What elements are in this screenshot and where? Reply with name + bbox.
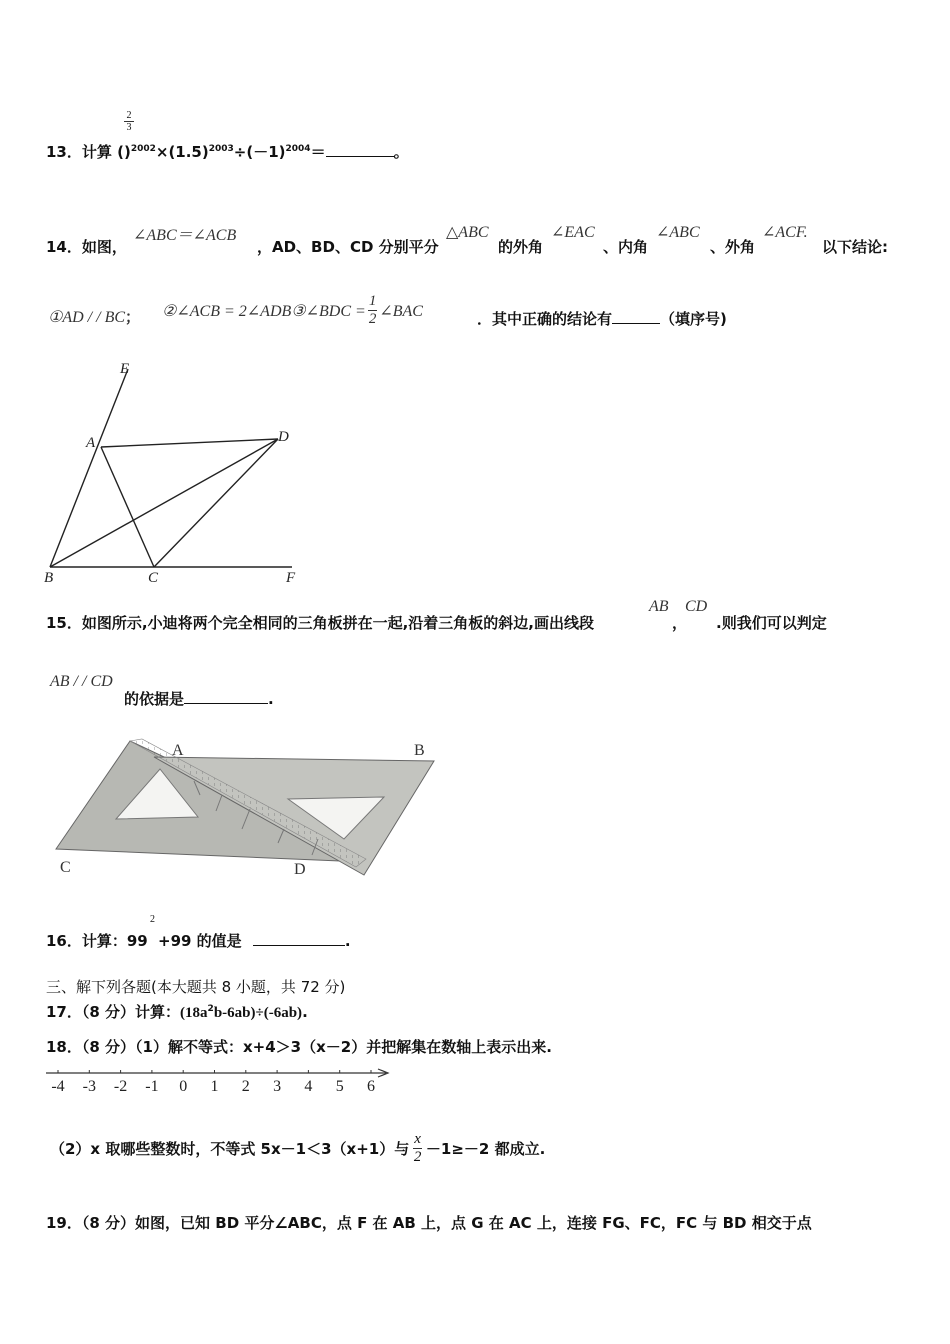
- q16-exp: 2: [150, 914, 155, 925]
- q18-line2-b: －1≥－2 都成立.: [425, 1140, 546, 1158]
- fig14-label-F: F: [286, 570, 296, 586]
- q18-frac-den: 2: [413, 1149, 422, 1165]
- q14-math-eac: ∠EAC: [551, 224, 595, 241]
- q14-c2: ②∠ACB = 2∠ADB③∠BDC =: [162, 302, 366, 320]
- q13-paren: ): [123, 143, 131, 161]
- q15-end: .: [268, 690, 274, 708]
- fig15-label-D: D: [294, 861, 306, 878]
- q15-text2: .则我们可以判定: [716, 614, 827, 632]
- q14-line2-tail: [477, 308, 727, 329]
- q14-sep1: ，AD、BD、CD 分别平分: [257, 238, 439, 256]
- number-line-tick-label: 4: [304, 1078, 313, 1095]
- number-line-tick-label: -3: [82, 1078, 96, 1095]
- q18-line1: 18．（8 分）（1）解不等式：x+4＞3（x－2）并把解集在数轴上表示出来.: [46, 1038, 552, 1056]
- q13-frac-num: 2: [124, 110, 134, 122]
- q14-t2: 、内角: [603, 238, 649, 256]
- q14-math-tri: △ABC: [446, 224, 489, 241]
- number-line-tick-label: -2: [113, 1078, 128, 1095]
- figure-15: [46, 735, 446, 885]
- fig14-label-D: D: [278, 429, 289, 445]
- q13-answer-blank[interactable]: [326, 142, 394, 157]
- q14-c1: ①AD / / BC: [48, 309, 126, 326]
- number-line-tick-label: 0: [179, 1078, 188, 1095]
- q17-expr-exp: 2: [207, 1004, 214, 1014]
- number-line-tick-label: 6: [367, 1078, 375, 1095]
- q15-text3: 的依据是: [124, 690, 185, 708]
- q15-text1: 15．如图所示,小迪将两个完全相同的三角板拼在一起,沿着三角板的斜边,画出线段: [46, 614, 594, 632]
- q13-exp3: 2004: [285, 144, 311, 154]
- q14-c3-tail: ∠BAC: [379, 302, 423, 320]
- q15-comma: ，: [672, 614, 688, 632]
- q14-line2-text: ．其中正确的结论有: [477, 310, 613, 328]
- q14-conclusion-1: [48, 306, 140, 327]
- fig14-label-C: C: [148, 570, 159, 586]
- q13-end: 。: [393, 143, 409, 161]
- number-line-tick-label: 5: [335, 1078, 344, 1095]
- q14-c3-num: 1: [368, 293, 377, 309]
- fig14-line-CD: [154, 439, 278, 567]
- q18-line2: [50, 1131, 545, 1166]
- q16-text1: 16．计算：99: [46, 932, 148, 950]
- question-19: 19．（8 分）如图，已知 BD 平分∠ABC，点 F 在 AB 上，点 G 在 AC 上，连接 FG、FC，FC 与 BD 相交于点: [46, 1214, 812, 1232]
- q14-conclusion-2: [162, 293, 423, 328]
- number-line-tick-label: -4: [51, 1078, 65, 1095]
- q14-math-eq: ∠ABC＝∠ACB: [133, 227, 237, 244]
- q18-line2-a: （2）x 取哪些整数时，不等式 5x－1＜3（x+1）与: [50, 1140, 410, 1158]
- number-line-tick-label: -1: [145, 1078, 159, 1095]
- section-3-title: 三、解下列各题(本大题共 8 小题，共 72 分): [46, 978, 346, 996]
- q13-mid2: ÷(－1): [233, 143, 286, 161]
- q14-line2-end: （填序号): [660, 310, 727, 328]
- q16-text2: +99 的值是: [158, 932, 242, 950]
- q16-answer-blank[interactable]: [253, 931, 345, 946]
- q15-answer-blank[interactable]: [184, 689, 268, 704]
- question-13: [46, 141, 409, 162]
- fig14-label-A: A: [86, 435, 96, 451]
- q13-mid1: ×(1.5): [155, 143, 209, 161]
- q13-exp1: 2002: [130, 144, 156, 154]
- number-line: [44, 1064, 394, 1098]
- q17-text: 17．（8 分）计算：: [46, 1003, 181, 1021]
- question-17: [46, 1001, 308, 1022]
- fig14-label-B: B: [44, 570, 54, 586]
- question-16: [46, 930, 148, 951]
- q14-prefix: 14．如图，: [46, 238, 127, 256]
- fig15-label-C: C: [60, 859, 71, 876]
- fig15-label-B: B: [414, 742, 425, 759]
- q17-expr-b: b-6ab)÷(-6ab): [213, 1005, 303, 1021]
- fig14-label-E: E: [120, 361, 130, 377]
- q14-t4: 以下结论:: [822, 238, 888, 256]
- q14-c1-sep: ；: [125, 310, 141, 326]
- number-line-tick-label: 3: [273, 1078, 282, 1095]
- q13-frac-den: 3: [126, 122, 132, 133]
- q15-math-cd: CD: [685, 598, 708, 615]
- fig15-label-A: A: [172, 742, 184, 759]
- fig14-line-BD: [50, 439, 278, 567]
- q14-t1: 的外角: [498, 238, 544, 256]
- q13-eq: ＝: [310, 143, 326, 161]
- q15-math-par: AB / / CD: [50, 673, 113, 690]
- number-line-tick-label: 1: [210, 1078, 219, 1095]
- q13-frac: [124, 110, 134, 133]
- q14-math-acf: ∠ACF.: [762, 224, 808, 241]
- q17-end: .: [302, 1003, 308, 1021]
- q13-prefix: 13．计算 (: [46, 143, 124, 161]
- q14-c3-den: 2: [368, 311, 377, 327]
- fig14-line-BE: [50, 369, 128, 567]
- q15-math-ab: AB: [649, 598, 669, 615]
- q18-frac: [413, 1131, 422, 1166]
- q18-frac-num: x: [414, 1131, 421, 1147]
- fig14-line-AC: [101, 447, 154, 567]
- q16-end: .: [344, 932, 351, 950]
- q14-answer-blank[interactable]: [612, 309, 660, 324]
- q16-line-tail: [158, 930, 351, 951]
- number-line-tick-label: 2: [241, 1078, 250, 1095]
- q14-t3: 、外角: [710, 238, 756, 256]
- q15-line2: [124, 688, 274, 709]
- figure-14: [40, 355, 320, 590]
- q13-exp2: 2003: [208, 144, 234, 154]
- q17-expr-a: (18a: [180, 1005, 208, 1021]
- q14-math-abc: ∠ABC: [656, 224, 700, 241]
- q14-c3-frac: [368, 293, 378, 328]
- fig14-line-AD: [101, 439, 278, 447]
